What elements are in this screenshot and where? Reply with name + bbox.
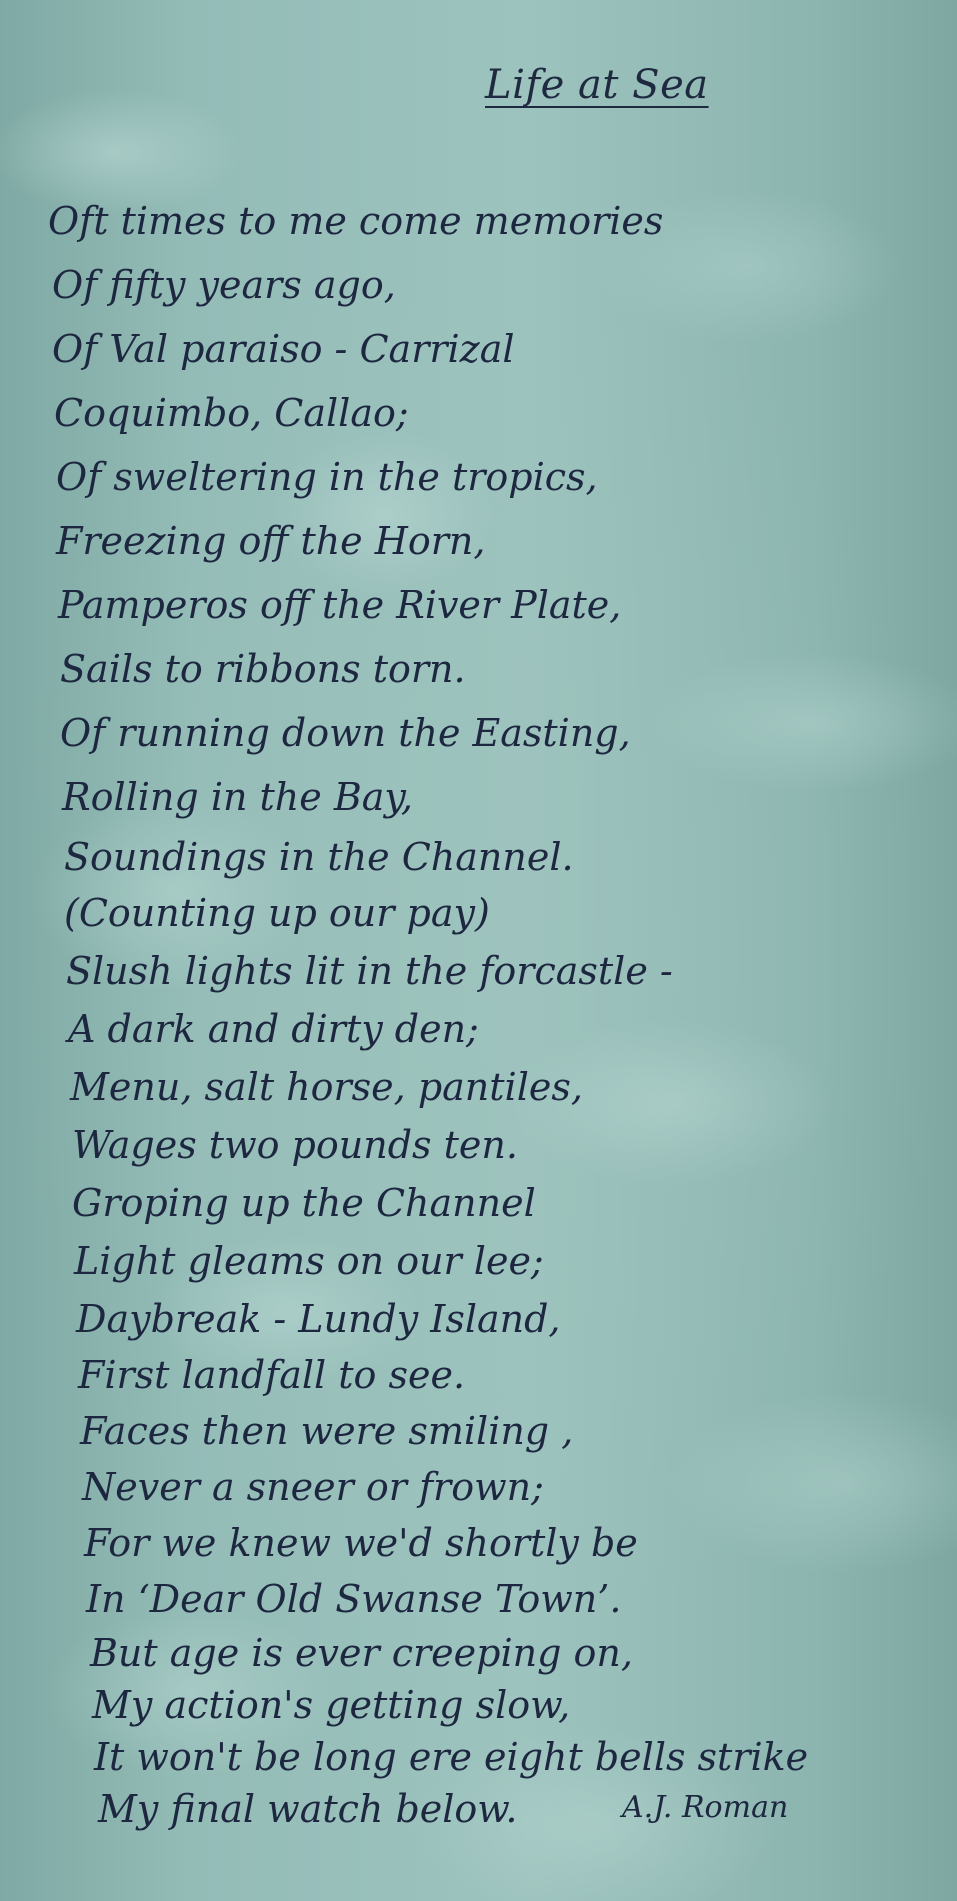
poem-line: It won't be long ere eight bells strike [94,1735,809,1779]
poem-line: Freezing off the Horn, [56,519,486,563]
poem-line: Coquimbo, Callao; [54,391,409,435]
poem-line: A dark and dirty den; [68,1007,479,1051]
poem-line: Oft times to me come memories [48,199,664,243]
poem-line: Pamperos off the River Plate, [58,583,622,627]
poem-author: A.J. Roman [622,1790,789,1825]
poem-line: My final watch below. [98,1787,518,1831]
poem-line: In ‘Dear Old Swanse Town’. [86,1577,622,1621]
poem-line: Groping up the Channel [72,1181,536,1225]
poem-line: Light gleams on our lee; [74,1239,544,1283]
poem-line: But age is ever creeping on, [90,1631,633,1675]
poem-line: (Counting up our pay) [64,891,490,935]
poem-line: Never a sneer or frown; [82,1465,544,1509]
poem-line: Of sweltering in the tropics, [56,455,598,499]
poem-line: For we knew we'd shortly be [84,1521,638,1565]
poem-line: Of Val paraiso - Carrizal [52,327,515,371]
poem-line: My action's getting slow, [92,1683,571,1727]
poem-line: Faces then were smiling , [80,1409,574,1453]
poem-line: Slush lights lit in the forcastle - [66,949,673,993]
poem-line: Daybreak - Lundy Island, [76,1297,561,1341]
poem-line: Of fifty years ago, [52,263,396,307]
poem-title: Life at Sea [485,62,709,108]
poem-line: Soundings in the Channel. [64,835,574,879]
poem-line: Of running down the Easting, [60,711,631,755]
poem-line: Rolling in the Bay, [62,775,413,819]
poem-line: Sails to ribbons torn. [60,647,466,691]
poem-line: Wages two pounds ten. [72,1123,518,1167]
poem-line: Menu, salt horse, pantiles, [70,1065,583,1109]
poem-line: First landfall to see. [78,1353,466,1397]
